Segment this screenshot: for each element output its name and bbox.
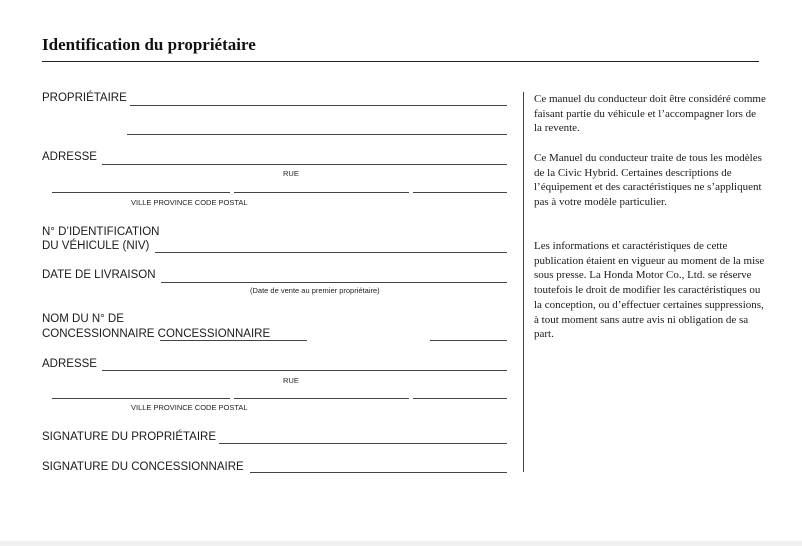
dealer-name-field[interactable] [160, 340, 307, 341]
dealer-number-field[interactable] [430, 340, 507, 341]
owner-signature-label: SIGNATURE DU PROPRIÉTAIRE [42, 431, 217, 443]
dealer-signature-field[interactable] [250, 472, 507, 473]
dealer-label-line1: NOM DU N° DE [42, 313, 124, 325]
owner-field-2[interactable] [127, 134, 507, 135]
page-title: Identification du propriétaire [42, 35, 256, 54]
owner-city-caption: VILLE PROVINCE CODE POSTAL [131, 198, 248, 207]
dealer-street-field[interactable] [102, 370, 507, 371]
owner-city-field[interactable] [52, 192, 230, 193]
dealer-label-line2: CONCESSIONNAIRE CONCESSIONNAIRE [42, 328, 271, 340]
dealer-city-caption: VILLE PROVINCE CODE POSTAL [131, 403, 248, 412]
dealer-city-field[interactable] [52, 398, 230, 399]
dealer-province-field[interactable] [234, 398, 409, 399]
note-paragraph-2: Ce Manuel du conducteur traite de tous les modèles de la Civic Hybrid. Certaines descriptions de l’équipement et des caractéristiques ne s’appliquent pas à votre modèle particulier. [534, 152, 762, 209]
delivery-date-label: DATE DE LIVRAISON [42, 269, 156, 281]
dealer-postal-field[interactable] [413, 398, 507, 399]
owner-address-label: ADRESSE [42, 151, 97, 163]
owner-label: PROPRIÉTAIRE [42, 92, 127, 104]
dealer-signature-label: SIGNATURE DU CONCESSIONNAIRE [42, 461, 244, 473]
vin-label-line1: N° D’IDENTIFICATION [42, 226, 160, 238]
column-divider [523, 92, 524, 472]
note-paragraph-1: Ce manuel du conducteur doit être considéré comme faisant partie du véhicule et l’accompagner lors de la revente. [534, 93, 766, 135]
owner-signature-field[interactable] [219, 443, 507, 444]
owner-field[interactable] [130, 105, 507, 106]
vin-field[interactable] [155, 252, 507, 253]
dealer-street-caption: RUE [283, 376, 299, 385]
dealer-address-label: ADRESSE [42, 358, 97, 370]
delivery-date-caption: (Date de vente au premier propriétaire) [250, 286, 380, 295]
owner-postal-field[interactable] [413, 192, 507, 193]
owner-province-field[interactable] [234, 192, 409, 193]
note-paragraph-3: Les informations et caractéristiques de cette publication étaient en vigueur au moment de la mise sous presse. La Honda Motor Co., Ltd. se réserve toutefois le droit de modifier les caractéristiques ou la conception, ou d’effectuer certaines suppressions, à tout moment sans autre avis ni obligation de sa part. [534, 240, 765, 341]
owner-street-field[interactable] [102, 164, 507, 165]
delivery-date-field[interactable] [161, 282, 507, 283]
page-bottom-edge [0, 541, 802, 546]
title-divider [42, 61, 759, 62]
owner-street-caption: RUE [283, 169, 299, 178]
vin-label-line2: DU VÉHICULE (NIV) [42, 240, 150, 252]
